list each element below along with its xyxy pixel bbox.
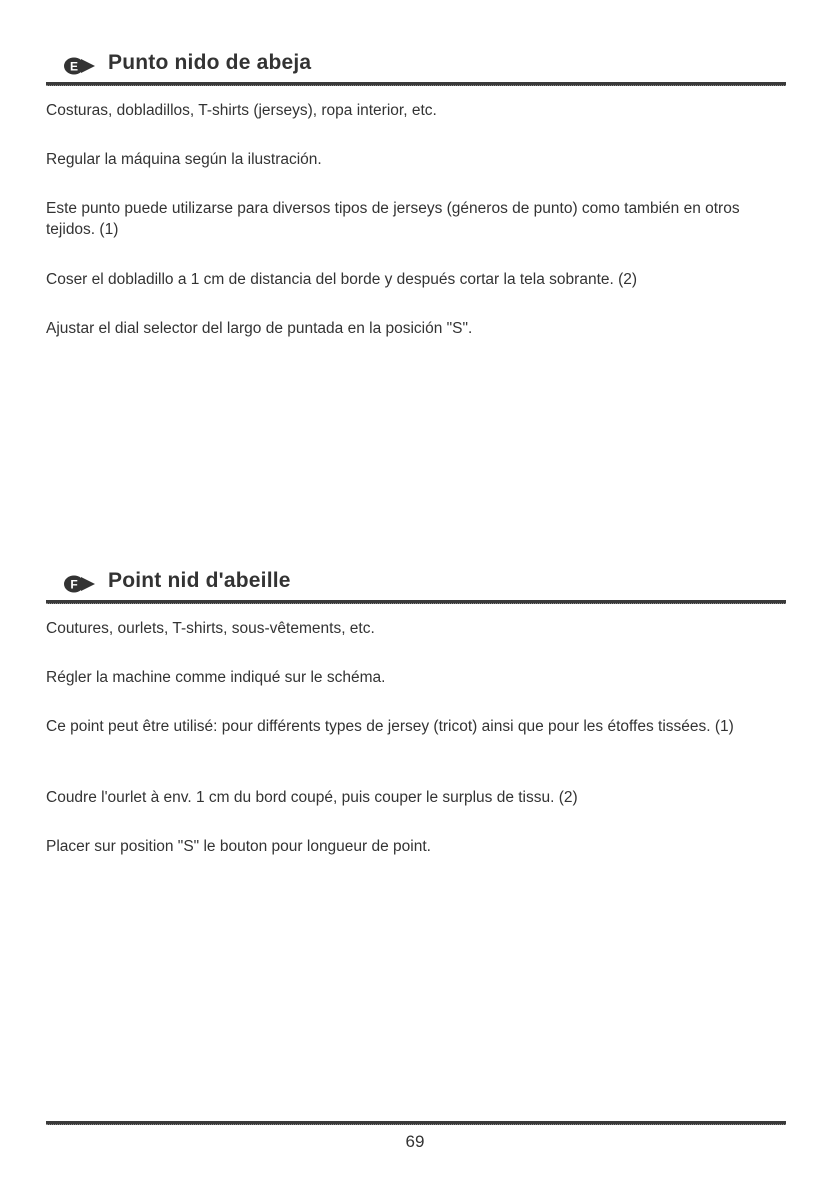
section-heading (46, 566, 786, 600)
footer-rule (46, 1121, 786, 1125)
paragraph: Placer sur position "S" le bouton pour longueur de point. (46, 838, 431, 855)
badge-letter: F (70, 577, 78, 592)
section-french (46, 566, 786, 855)
language-badge-icon (63, 56, 97, 76)
paragraph: Coser el dobladillo a 1 cm de distancia del borde y después cortar la tela sobrante. (2) (46, 271, 638, 288)
language-badge-icon (63, 574, 97, 594)
section-title: Point nid d'abeille (108, 569, 291, 592)
paragraph: Coudre l'ourlet à env. 1 cm du bord coupé, puis couper le surplus de tissu. (2) (46, 789, 578, 806)
paragraph: Regular la máquina según la ilustración. (46, 151, 322, 168)
page-number: 69 (405, 1132, 425, 1151)
section-heading (46, 48, 786, 82)
section-title: Punto nido de abeja (108, 51, 312, 74)
heading-rule (46, 600, 786, 604)
paragraph: Ajustar el dial selector del largo de puntada en la posición "S". (46, 320, 473, 337)
paragraph: Costuras, dobladillos, T-shirts (jerseys), ropa interior, etc. (46, 102, 437, 119)
paragraph: Coutures, ourlets, T-shirts, sous-vêtements, etc. (46, 620, 375, 637)
paragraph: Régler la machine comme indiqué sur le schéma. (46, 669, 386, 686)
paragraph: Este punto puede utilizarse para diversos tipos de jerseys (géneros de punto) como también en otros tejidos. (1) (46, 200, 740, 238)
section-spanish (46, 48, 786, 337)
paragraph: Ce point peut être utilisé: pour différents types de jersey (tricot) ainsi que pour les étoffes tissées. (1) (46, 718, 734, 735)
heading-rule (46, 82, 786, 86)
badge-letter: E (69, 59, 79, 74)
